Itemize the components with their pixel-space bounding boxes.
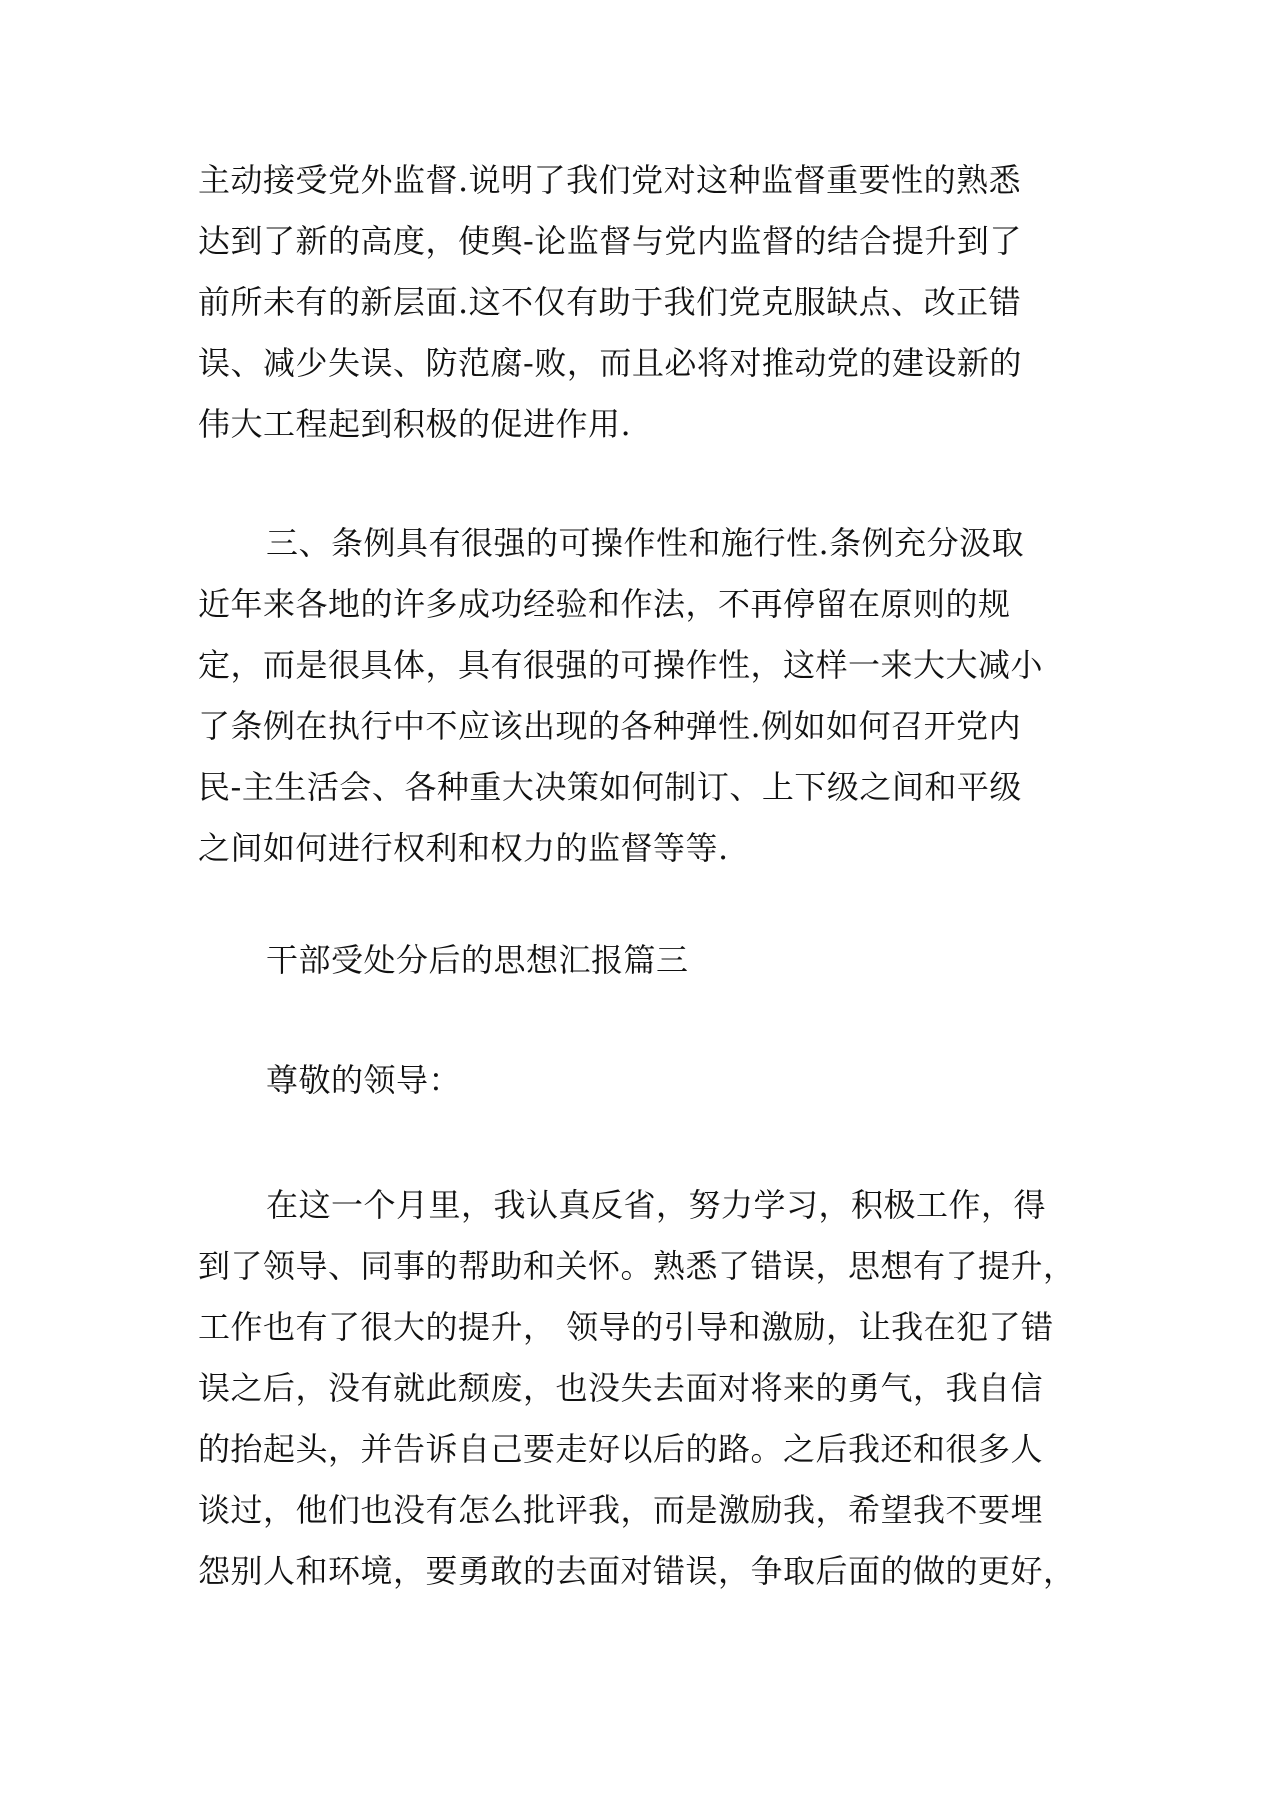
paragraph-line: 近年来各地的许多成功经验和作法，不再停留在原则的规	[198, 585, 1011, 623]
paragraph-line: 前所未有的新层面.这不仅有助于我们党克服缺点、改正错	[198, 283, 1022, 321]
paragraph-line: 误之后，没有就此颓废，也没失去面对将来的勇气，我自信	[198, 1369, 1044, 1407]
salutation-text: 尊敬的领导：	[266, 1061, 462, 1099]
paragraph-3	[198, 1175, 1118, 1602]
paragraph-line: 的抬起头，并告诉自己要走好以后的路。之后我还和很多人	[198, 1430, 1044, 1468]
paragraph-line: 谈过，他们也没有怎么批评我，而是激励我，希望我不要埋	[198, 1491, 1044, 1529]
heading-text: 干部受处分后的思想汇报篇三	[266, 941, 689, 979]
paragraph-line: 伟大工程起到积极的促进作用.	[198, 405, 632, 443]
paragraph-line: 定，而是很具体，具有很强的可操作性，这样一来大大减小	[198, 646, 1044, 684]
paragraph-line: 到了领导、同事的帮助和关怀。熟悉了错误，思想有了提升，	[198, 1247, 1076, 1285]
paragraph-line: 之间如何进行权利和权力的监督等等.	[198, 829, 729, 867]
paragraph-1	[198, 150, 1118, 455]
paragraph-line: 民-主生活会、各种重大决策如何制订、上下级之间和平级	[198, 768, 1022, 806]
paragraph-line: 主动接受党外监督.说明了我们党对这种监督重要性的熟悉	[198, 161, 1022, 199]
paragraph-2	[198, 513, 1118, 879]
salutation	[198, 1060, 1118, 1100]
section-heading	[198, 940, 1118, 980]
paragraph-line: 误、减少失误、防范腐-败，而且必将对推动党的建设新的	[198, 344, 1022, 382]
paragraph-line: 工作也有了很大的提升， 领导的引导和激励，让我在犯了错	[198, 1308, 1054, 1346]
paragraph-line: 达到了新的高度，使舆-论监督与党内监督的结合提升到了	[198, 222, 1022, 260]
paragraph-line: 了条例在执行中不应该出现的各种弹性.例如如何召开党内	[198, 707, 1022, 745]
paragraph-line: 怨别人和环境，要勇敢的去面对错误，争取后面的做的更好，	[198, 1552, 1076, 1590]
paragraph-line: 在这一个月里，我认真反省，努力学习，积极工作，得	[266, 1186, 1047, 1224]
paragraph-line: 三、条例具有很强的可操作性和施行性.条例充分汲取	[266, 524, 1025, 562]
